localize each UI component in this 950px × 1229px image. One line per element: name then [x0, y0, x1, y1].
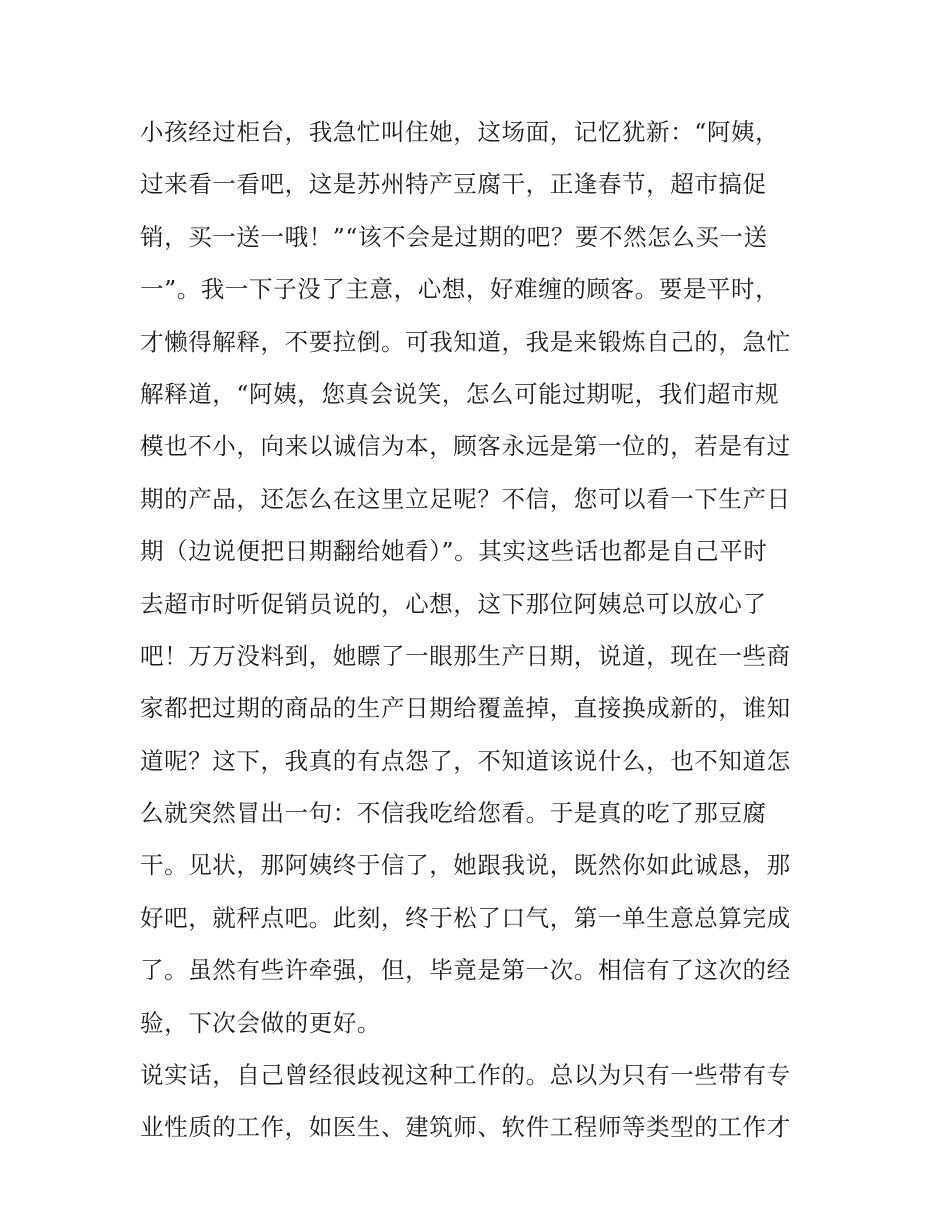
text-line: 一”。我一下子没了主意，心想，好难缠的顾客。要是平时，: [140, 275, 780, 304]
text-line: 干。见状，那阿姨终于信了，她跟我说，既然你如此诚恳，那: [140, 851, 791, 880]
text-line: 业性质的工作，如医生、建筑师、软件工程师等类型的工作才: [140, 1113, 791, 1142]
text-line: 了。虽然有些许牵强，但，毕竟是第一次。相信有了这次的经: [140, 956, 791, 985]
text-line: 好吧，就秤点吧。此刻，终于松了口气，第一单生意总算完成: [140, 903, 791, 932]
text-line: 解释道，“阿姨，您真会说笑，怎么可能过期呢，我们超市规: [140, 379, 780, 408]
text-line: 么就突然冒出一句：不信我吃给您看。于是真的吃了那豆腐: [140, 799, 767, 828]
text-line: 模也不小，向来以诚信为本，顾客永远是第一位的，若是有过: [140, 432, 791, 461]
text-line: 过来看一看吧，这是苏州特产豆腐干，正逢春节，超市搞促: [140, 170, 767, 199]
text-line: 说实话，自己曾经很歧视这种工作的。总以为只有一些带有专: [140, 1061, 791, 1090]
paragraph: [140, 106, 820, 1049]
text-line: 验，下次会做的更好。: [140, 1008, 381, 1037]
text-line: 道呢？这下，我真的有点怨了，不知道该说什么，也不知道怎: [140, 746, 791, 775]
text-line: 家都把过期的商品的生产日期给覆盖掉，直接换成新的，谁知: [140, 694, 791, 723]
text-line: 才懒得解释，不要拉倒。可我知道，我是来锻炼自己的，急忙: [140, 327, 791, 356]
text-line: 去超市时听促销员说的，心想，这下那位阿姨总可以放心了: [140, 589, 767, 618]
document-body: [140, 106, 820, 1154]
text-line: 期（边说便把日期翻给她看）”。其实这些话也都是自己平时: [140, 537, 768, 566]
text-line: 小孩经过柜台，我急忙叫住她，这场面，记忆犹新：“阿姨，: [140, 118, 780, 146]
paragraph: [140, 1049, 820, 1154]
text-line: 吧！万万没料到，她瞟了一眼那生产日期，说道，现在一些商: [140, 641, 791, 670]
text-line: 期的产品，还怎么在这里立足呢？不信，您可以看一下生产日: [140, 484, 791, 513]
text-line: 销，买一送一哦！”“该不会是过期的吧？要不然怎么买一送: [140, 222, 768, 251]
